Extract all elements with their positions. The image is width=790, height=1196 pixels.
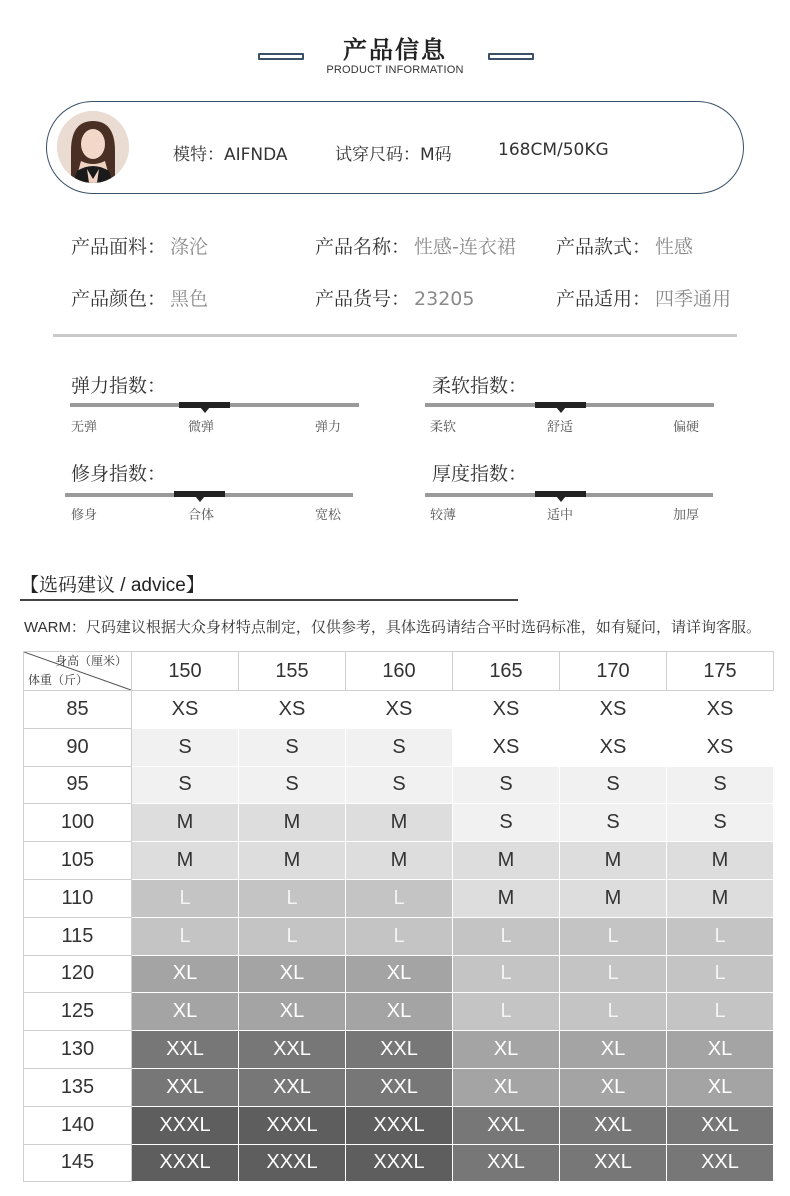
size-cell: XL <box>346 955 453 993</box>
index-label-mid: 微弹 <box>188 420 215 435</box>
size-cell: XXL <box>667 1144 774 1182</box>
size-cell: L <box>667 993 774 1031</box>
index-label-low: 修身 <box>71 508 98 523</box>
height-header-cell: 175 <box>667 652 774 691</box>
index-title-elasticity: 弹力指数： <box>71 375 167 397</box>
index-label-mid: 舒适 <box>547 420 574 435</box>
attr-item-no: 产品货号： 23205 <box>315 288 475 310</box>
index-arrow-softness <box>556 407 566 413</box>
size-cell: L <box>560 955 667 993</box>
height-header-cell: 155 <box>239 652 346 691</box>
index-title-thickness: 厚度指数： <box>432 463 528 485</box>
size-table <box>23 651 774 1182</box>
height-header-cell: 165 <box>453 652 560 691</box>
index-label-low: 柔软 <box>430 420 457 435</box>
weight-cell: 85 <box>24 691 132 729</box>
size-cell: S <box>560 804 667 842</box>
size-cell: S <box>239 766 346 804</box>
size-cell: L <box>453 955 560 993</box>
size-cell: S <box>453 804 560 842</box>
size-cell: M <box>560 842 667 880</box>
attr-divider <box>53 334 737 337</box>
size-cell: XXXL <box>132 1106 239 1144</box>
size-cell: XS <box>346 691 453 729</box>
index-arrow-thickness <box>556 496 566 502</box>
index-title-softness: 柔软指数： <box>432 375 528 397</box>
index-arrow-fit <box>195 496 205 502</box>
size-cell: XXXL <box>346 1106 453 1144</box>
size-cell: XL <box>453 1068 560 1106</box>
size-cell: L <box>239 879 346 917</box>
model-name: 模特：AIFNDA <box>173 145 288 165</box>
attr-style: 产品款式： 性感 <box>556 236 694 258</box>
size-cell: S <box>667 804 774 842</box>
size-cell: M <box>132 842 239 880</box>
size-cell: L <box>453 993 560 1031</box>
model-info-card <box>46 101 744 194</box>
size-row <box>24 955 774 993</box>
model-avatar <box>57 111 129 183</box>
index-label-low: 无弹 <box>71 420 98 435</box>
index-title-fit: 修身指数： <box>71 463 167 485</box>
size-cell: XXXL <box>239 1144 346 1182</box>
attr-fabric: 产品面料： 涤沦 <box>71 236 209 258</box>
size-cell: XXL <box>560 1144 667 1182</box>
corner-height-label: 身高（厘米） <box>54 654 127 668</box>
size-cell: L <box>453 917 560 955</box>
size-cell: XL <box>346 993 453 1031</box>
size-cell: L <box>239 917 346 955</box>
weight-cell: 100 <box>24 804 132 842</box>
index-label-low: 较薄 <box>430 508 457 523</box>
size-row <box>24 1068 774 1106</box>
size-cell: XXL <box>667 1106 774 1144</box>
weight-cell: 125 <box>24 993 132 1031</box>
size-cell: XXL <box>560 1106 667 1144</box>
size-cell: L <box>560 917 667 955</box>
size-cell: M <box>346 842 453 880</box>
size-header-row <box>24 652 774 691</box>
size-cell: XXL <box>346 1031 453 1069</box>
height-header-cell: 160 <box>346 652 453 691</box>
size-cell: XL <box>667 1068 774 1106</box>
size-cell: S <box>346 766 453 804</box>
size-cell: XXL <box>132 1031 239 1069</box>
weight-cell: 105 <box>24 842 132 880</box>
size-cell: XXL <box>239 1031 346 1069</box>
size-cell: XL <box>239 993 346 1031</box>
size-cell: S <box>453 766 560 804</box>
weight-cell: 145 <box>24 1144 132 1182</box>
weight-cell: 115 <box>24 917 132 955</box>
size-row <box>24 842 774 880</box>
size-cell: XXXL <box>239 1106 346 1144</box>
advice-warning: WARM：尺码建议根据大众身材特点制定，仅供参考，具体选码请结合平时选码标准，如有疑问，请详询客服。 <box>24 619 761 636</box>
size-row <box>24 879 774 917</box>
size-row <box>24 766 774 804</box>
size-cell: XL <box>239 955 346 993</box>
size-cell: L <box>560 993 667 1031</box>
size-cell: XS <box>239 691 346 729</box>
size-corner-cell <box>24 652 132 691</box>
advice-title: 【选码建议 / advice】 <box>20 575 205 596</box>
size-cell: M <box>667 842 774 880</box>
size-cell: M <box>560 879 667 917</box>
section-title: 产品信息 <box>343 36 447 64</box>
weight-cell: 95 <box>24 766 132 804</box>
size-cell: S <box>132 766 239 804</box>
size-cell: XXXL <box>132 1144 239 1182</box>
size-cell: M <box>132 804 239 842</box>
index-label-high: 宽松 <box>315 508 342 523</box>
size-cell: L <box>132 879 239 917</box>
size-cell: S <box>239 728 346 766</box>
model-trial-size: 试穿尺码：M码 <box>335 145 452 165</box>
size-row <box>24 691 774 729</box>
size-cell: M <box>346 804 453 842</box>
size-cell: L <box>346 917 453 955</box>
index-label-high: 加厚 <box>673 508 700 523</box>
size-cell: XL <box>667 1031 774 1069</box>
size-cell: XL <box>560 1068 667 1106</box>
size-row <box>24 1106 774 1144</box>
size-cell: M <box>453 842 560 880</box>
size-cell: XL <box>453 1031 560 1069</box>
size-cell: M <box>453 879 560 917</box>
advice-underline <box>20 599 518 601</box>
size-cell: L <box>346 879 453 917</box>
size-cell: S <box>667 766 774 804</box>
weight-cell: 120 <box>24 955 132 993</box>
index-label-high: 偏硬 <box>673 420 700 435</box>
height-header-cell: 150 <box>132 652 239 691</box>
size-cell: S <box>132 728 239 766</box>
size-row <box>24 728 774 766</box>
model-portrait-icon <box>57 111 129 183</box>
weight-cell: 110 <box>24 879 132 917</box>
size-cell: XXL <box>453 1106 560 1144</box>
index-label-high: 弹力 <box>315 420 342 435</box>
index-arrow-elasticity <box>200 407 210 413</box>
size-row <box>24 993 774 1031</box>
size-cell: M <box>239 842 346 880</box>
size-cell: XS <box>132 691 239 729</box>
size-row <box>24 1031 774 1069</box>
size-cell: XXXL <box>346 1144 453 1182</box>
size-cell: XL <box>132 955 239 993</box>
weight-cell: 140 <box>24 1106 132 1144</box>
size-cell: XS <box>667 728 774 766</box>
size-cell: M <box>667 879 774 917</box>
weight-cell: 135 <box>24 1068 132 1106</box>
size-cell: XXL <box>239 1068 346 1106</box>
attr-name: 产品名称： 性感-连衣裙 <box>315 236 516 258</box>
model-measure: 168CM/50KG <box>498 140 609 160</box>
size-cell: XS <box>667 691 774 729</box>
size-cell: XL <box>560 1031 667 1069</box>
weight-cell: 90 <box>24 728 132 766</box>
size-cell: S <box>560 766 667 804</box>
size-row <box>24 917 774 955</box>
index-label-mid: 合体 <box>188 508 215 523</box>
height-header-cell: 170 <box>560 652 667 691</box>
size-cell: XXL <box>132 1068 239 1106</box>
size-cell: XS <box>453 691 560 729</box>
size-cell: L <box>667 955 774 993</box>
corner-weight-label: 体重（斤） <box>28 673 89 687</box>
size-row <box>24 804 774 842</box>
size-cell: XS <box>560 691 667 729</box>
size-cell: L <box>667 917 774 955</box>
size-cell: XL <box>132 993 239 1031</box>
size-row <box>24 1144 774 1182</box>
size-cell: L <box>132 917 239 955</box>
section-subtitle: PRODUCT INFORMATION <box>326 64 464 76</box>
size-cell: M <box>239 804 346 842</box>
size-cell: XXL <box>346 1068 453 1106</box>
size-cell: XS <box>453 728 560 766</box>
size-cell: XS <box>560 728 667 766</box>
attr-color: 产品颜色： 黑色 <box>71 288 209 310</box>
weight-cell: 130 <box>24 1031 132 1069</box>
index-label-mid: 适中 <box>547 508 574 523</box>
size-cell: S <box>346 728 453 766</box>
size-cell: XXL <box>453 1144 560 1182</box>
attr-season: 产品适用： 四季通用 <box>556 288 732 310</box>
